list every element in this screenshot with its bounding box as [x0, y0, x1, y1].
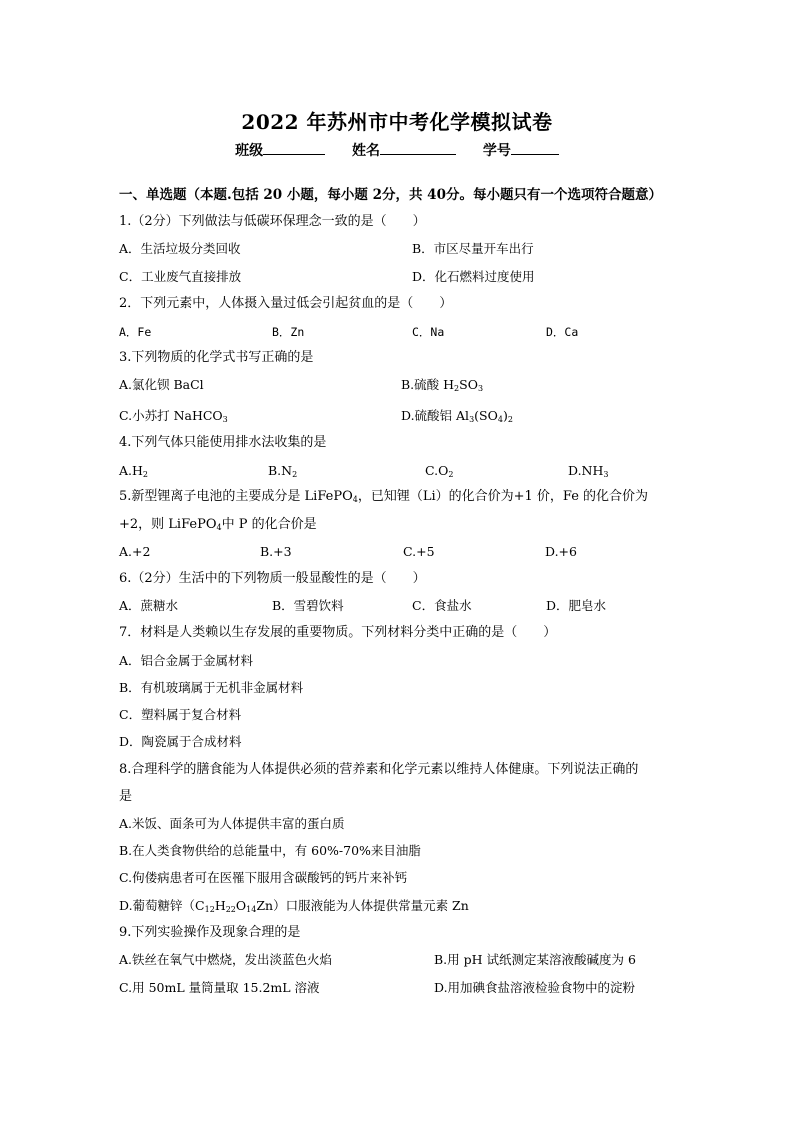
- q7-option-d: D．陶瓷属于合成材料: [119, 734, 242, 749]
- question-2-stem: 2．下列元素中，人体摄入量过低会引起贫血的是（ ）: [119, 296, 453, 311]
- q2-option-b: B．Zn: [272, 325, 305, 339]
- q5-option-b: B.+3: [260, 544, 292, 559]
- q9-option-b: B.用 pH 试纸测定某溶液酸碱度为 6: [434, 952, 636, 967]
- q9-option-a: A.铁丝在氧气中燃烧，发出淡蓝色火焰: [119, 952, 333, 967]
- q8-option-c: C.佝偻病患者可在医罹下服用含碳酸钙的钙片来补钙: [119, 870, 408, 885]
- q5-option-c: C.+5: [403, 544, 435, 559]
- question-8-stem-line2: 是: [119, 789, 133, 804]
- id-label: 学号: [482, 143, 511, 159]
- q4-option-a: $A.H_2$: [119, 463, 148, 479]
- question-7-stem: 7．材料是人类赖以生存发展的重要物质。下列材料分类中正确的是（ ）: [119, 625, 557, 640]
- q5-option-d: D.+6: [545, 544, 577, 559]
- q5-option-a: A.+2: [119, 544, 151, 559]
- q4-option-b: $B.N_2$: [268, 463, 298, 479]
- id-blank[interactable]: [511, 142, 559, 155]
- q2-option-a: A．Fe: [119, 325, 152, 339]
- class-blank[interactable]: [263, 142, 325, 155]
- class-label: 班级: [235, 143, 264, 159]
- question-5-stem-line1: 5.新型锂离子电池的主要成分是 LiFePO$_4$，已知锂（Li）的化合价为+1 价，Fe 的化合价为: [119, 489, 649, 504]
- q2-option-c: C．Na: [412, 325, 445, 339]
- q7-option-a: A．铝合金属于金属材料: [119, 653, 254, 668]
- q6-option-a: A．蔗糖水: [119, 598, 179, 613]
- q1-option-d: D．化石燃料过度使用: [412, 269, 535, 284]
- q8-option-b: B.在人类食物供给的总能量中，有 60%-70%来目油脂: [119, 843, 421, 858]
- question-1-stem: 1.（2分）下列做法与低碳环保理念一致的是（ ）: [119, 214, 426, 229]
- question-8-stem-line1: 8.合理科学的膳食能为人体提供必须的营养素和化学元素以维持人体健康。下列说法正确的: [119, 762, 639, 777]
- question-5-stem-line2: +2，则 LiFePO$_4$中 P 的化合价是: [119, 517, 317, 532]
- section-title: 一、单选题（本题.包括 20 小题，每小题 2分，共 40分。每小题只有一个选项符合题意）: [119, 187, 662, 203]
- q3-option-d: D.硫酸铝 $Al_3(SO_4)_2$: [401, 408, 513, 424]
- name-label: 姓名: [352, 143, 380, 159]
- q9-option-c: C.用 50mL 量筒量取 15.2mL 溶液: [119, 980, 320, 995]
- q3-option-a: A.氯化钡 BaCl: [119, 377, 204, 392]
- id-field: [483, 140, 559, 160]
- question-3-stem: 3.下列物质的化学式书写正确的是: [119, 350, 314, 365]
- q2-option-d: D．Ca: [546, 325, 579, 339]
- question-6-stem: 6.（2分）生活中的下列物质一般显酸性的是（ ）: [119, 571, 426, 586]
- q9-option-d: D.用加碘食盐溶液检验食物中的淀粉: [434, 980, 636, 995]
- q3-option-b: B.硫酸 $H_2SO_3$: [401, 377, 484, 393]
- q8-option-a: A.米饭、面条可为人体提供丰富的蛋白质: [119, 816, 345, 831]
- q3-option-c: C.小苏打 NaHCO$_3$: [119, 408, 228, 424]
- name-field: [352, 140, 456, 160]
- student-info-row: [0, 140, 794, 160]
- q6-option-c: C．食盐水: [412, 598, 472, 613]
- q1-option-a: A．生活垃圾分类回收: [119, 241, 241, 256]
- question-9-stem: 9.下列实验操作及现象合理的是: [119, 925, 301, 940]
- q1-option-b: B．市区尽量开车出行: [412, 241, 534, 256]
- name-blank[interactable]: [380, 142, 456, 155]
- q1-option-c: C．工业废气直接排放: [119, 269, 242, 284]
- q4-option-d: $D.NH_3$: [568, 463, 609, 479]
- q6-option-d: D．肥皂水: [546, 598, 607, 613]
- q6-option-b: B．雪碧饮料: [272, 598, 344, 613]
- q4-option-c: $C.O_2$: [425, 463, 454, 479]
- exam-title: 2022 年苏州市中考化学模拟试卷: [241, 110, 553, 134]
- q7-option-b: B．有机玻璃属于无机非金属材料: [119, 680, 304, 695]
- question-4-stem: 4.下列气体只能使用排水法收集的是: [119, 435, 327, 450]
- class-field: [235, 140, 325, 160]
- q8-option-d: D.葡萄糖锌$(C_{12}H_{22}O_{14}Zn)$口服液能为人体提供常量元素 Zn: [119, 898, 469, 914]
- q7-option-c: C．塑料属于复合材料: [119, 707, 242, 722]
